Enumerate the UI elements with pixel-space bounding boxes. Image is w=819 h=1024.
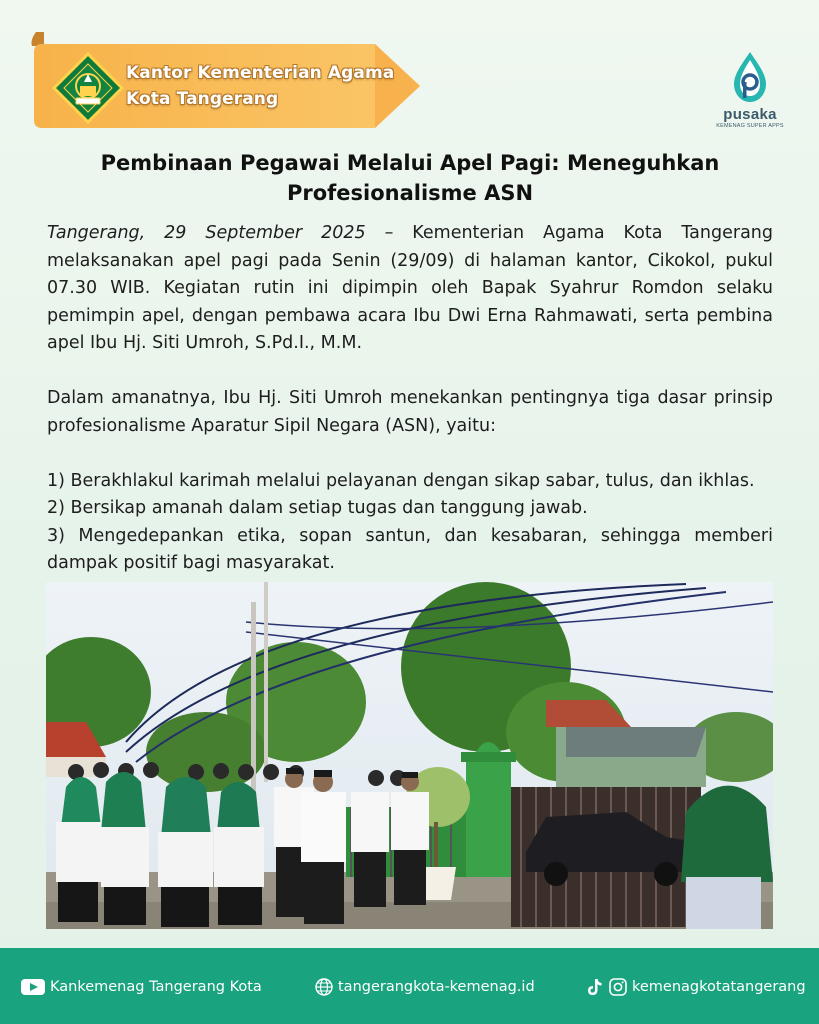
title-line-1: Pembinaan Pegawai Melalui Apel Pagi: Meneguhkan [100,151,720,175]
dateline: Tangerang, 29 September 2025 [47,223,366,243]
brand-name: pusaka [723,106,777,123]
banner-line-1: Kantor Kementerian Agama [126,63,395,83]
website-label: tangerangkota-kemenag.id [338,979,535,995]
paragraph-1-text: – Kementerian Agama Kota Tangerang melaksanakan apel pagi pada Senin (29/09) di halaman kantor, Cikokol, pukul 07.30 WIB. Kegiatan rutin ini dipimpin oleh Bapak Syahrur Romdon selaku pemimpin apel, dengan pembawa acara Ibu Dwi Erna Rahmawati, serta pembina apel Ibu Hj. Siti Umroh, S.Pd.I., M.M. [47,223,773,353]
point-2: 2) Bersikap amanah dalam setiap tugas dan tanggung jawab. [47,498,588,518]
point-3: 3) Mengedepankan etika, sopan santun, dan kesabaran, sehingga memberi dampak positif bagi masyarakat. [47,525,773,573]
footer-website[interactable] [314,976,535,998]
page-title [60,148,760,208]
tiktok-icon [584,977,604,997]
paragraph-1 [47,220,773,358]
brand-tagline: KEMENAG SUPER APPS [716,123,784,129]
globe-icon [314,977,334,997]
footer-bar [0,948,819,1024]
title-line-2: Profesionalisme ASN [286,181,534,205]
pusaka-drop-icon [712,50,788,106]
kemenag-emblem-icon [52,52,124,124]
instagram-icon [608,977,628,997]
banner-line-2: Kota Tangerang [126,89,279,109]
youtube-icon [20,977,46,997]
social-handle-label: kemenagkotatangerang [632,979,806,995]
point-1: 1) Berakhlakul karimah melalui pelayanan dengan sikap sabar, tulus, dan ikhlas. [47,470,755,491]
footer-youtube[interactable] [20,976,262,998]
banner-title [126,60,416,112]
article-body [47,220,773,578]
youtube-channel-label: Kankemenag Tangerang Kota [50,979,262,995]
pusaka-logo [712,50,788,132]
event-photo [46,582,773,929]
paragraph-2: Dalam amanatnya, Ibu Hj. Siti Umroh menekankan pentingnya tiga dasar prinsip profesionalisme Aparatur Sipil Negara (ASN), yaitu: [47,388,773,436]
footer-social[interactable] [584,976,806,998]
